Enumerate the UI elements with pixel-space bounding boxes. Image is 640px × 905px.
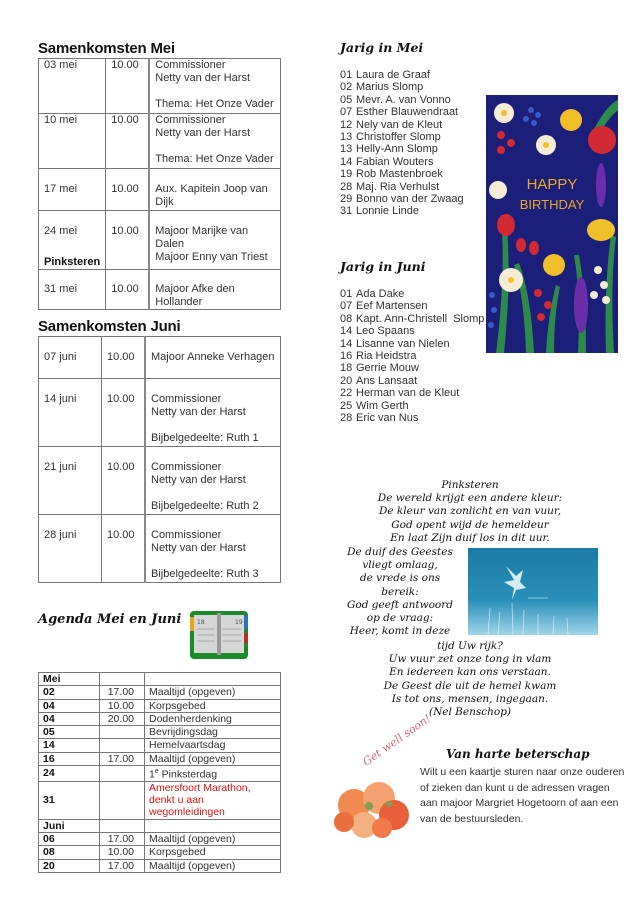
poem-line: En iedereen kan ons verstaan.	[389, 666, 551, 679]
birthday-item	[340, 288, 484, 300]
birthday-name: Eef Martensen	[356, 300, 428, 313]
text-line: Wilt u een kaartje sturen naar onze ouderen	[420, 766, 625, 778]
section-title-samenkomsten-mei: Samenkomsten Mei	[38, 40, 175, 57]
birthday-name: Maj. Ria Verhulst	[356, 180, 440, 193]
agenda-day: 31	[39, 781, 100, 819]
agenda-time: 17.00	[100, 686, 145, 699]
poem-line: Is tot ons, mensen, ingegaan.	[391, 692, 549, 705]
agenda-day: 06	[39, 833, 100, 846]
poem-line: En laat Zijn duif los in dit uur.	[390, 531, 550, 544]
birthday-day: 14	[340, 325, 353, 338]
time-cell: 10.00	[102, 447, 146, 515]
agenda-event	[145, 673, 281, 686]
birthday-day: 01	[340, 288, 353, 300]
birthday-name: Lonnie Linde	[356, 205, 420, 218]
table-row	[39, 114, 281, 169]
poem-line: op de vraag:	[366, 612, 434, 625]
table-row	[39, 781, 281, 819]
poem-line: bereik:	[381, 585, 419, 598]
description-cell	[145, 379, 281, 447]
poem-line: Heer, komt in deze	[349, 625, 451, 638]
beterschap-text	[420, 765, 624, 827]
birthday-day: 20	[340, 374, 353, 387]
line: Netty van der Harst	[151, 474, 246, 486]
line: Netty van der Harst	[151, 406, 246, 418]
table-row	[39, 726, 281, 739]
line: Commissioner	[155, 114, 226, 126]
birthday-name: Gerrie Mouw	[356, 362, 419, 375]
table-row	[39, 686, 281, 699]
birthday-item	[340, 387, 484, 399]
agenda-event: Bevrijdingsdag	[145, 726, 281, 739]
table-row	[39, 766, 281, 782]
birthday-item	[340, 313, 484, 325]
birthday-name: Helly-Ann Slomp	[356, 143, 438, 156]
birthday-item	[340, 338, 484, 350]
line: Commissioner	[151, 393, 222, 405]
get-well-card-image	[334, 711, 434, 838]
agenda-event: Amersfoort Marathon, denkt u aan wegomleidingen	[145, 781, 281, 819]
date-cell: 21 juni	[39, 447, 102, 515]
agenda-event: 1e Pinksterdag	[145, 766, 281, 782]
birthday-item	[340, 168, 464, 180]
poem-line: De duif des Geestes	[347, 546, 453, 558]
section-title-agenda: Agenda Mei en Juni	[38, 612, 182, 627]
agenda-time	[100, 739, 145, 752]
line: Commissioner	[151, 461, 222, 473]
agenda-event: Maaltijd (opgeven)	[145, 752, 281, 765]
birthday-name: Wim Gerth	[356, 399, 409, 412]
agenda-table	[38, 672, 281, 873]
birthday-item	[340, 412, 484, 424]
pinksteren-note: Pinksteren	[44, 256, 101, 268]
agenda-time: 17.00	[100, 833, 145, 846]
description-cell	[145, 447, 281, 515]
birthday-day: 13	[340, 143, 353, 156]
agenda-event: Maaltijd (opgeven)	[145, 686, 281, 699]
birthday-name: Marius Slomp	[356, 81, 424, 94]
agenda-day: 16	[39, 752, 100, 765]
text-line: van de bestuursleden.	[420, 812, 524, 825]
svg-text:18: 18	[197, 619, 205, 626]
table-row	[39, 59, 281, 114]
description-cell	[145, 515, 281, 583]
birthday-name: Herman van de Kleut	[356, 387, 460, 400]
birthday-item	[340, 400, 484, 412]
birthday-name: Rob Mastenbroek	[356, 168, 443, 181]
agenda-time: 10.00	[100, 699, 145, 712]
agenda-day: 14	[39, 739, 100, 752]
flowers-illustration	[486, 95, 618, 353]
date-cell: 03 mei	[39, 59, 106, 114]
date-cell: 14 juni	[39, 379, 102, 447]
birthday-item	[340, 205, 464, 217]
birthday-name: Ans Lansaat	[356, 374, 418, 387]
agenda-month-row	[39, 673, 281, 686]
table-row	[39, 846, 281, 859]
agenda-time	[100, 726, 145, 739]
birthday-item	[340, 362, 484, 374]
poem-line: De Geest die uit de hemel kwam	[383, 679, 557, 692]
birthday-day: 05	[340, 93, 353, 106]
birthday-day: 12	[340, 118, 353, 131]
birthday-day: 31	[340, 205, 353, 218]
agenda-time: 17.00	[100, 752, 145, 765]
birthday-name: Lisanne van Nielen	[356, 337, 450, 350]
poem-line: God geeft antwoord	[347, 598, 453, 611]
line: Bijbelgedeelte: Ruth 3	[151, 568, 259, 580]
line: Netty van der Harst	[155, 127, 251, 139]
birthday-day: 08	[340, 312, 353, 325]
time-cell: 10.00	[102, 379, 146, 447]
birthday-list-juni	[340, 288, 484, 424]
agenda-day: 04	[39, 699, 100, 712]
birthday-item	[340, 156, 464, 168]
section-title-beterschap: Van harte beterschap	[446, 747, 590, 761]
birthday-name: Christoffer Slomp	[356, 131, 441, 144]
date-cell: 07 juni	[39, 337, 102, 379]
poem-line: tijd Uw rijk?	[437, 640, 503, 652]
happy-text: HAPPY	[526, 176, 578, 193]
birthday-name: Eric van Nus	[356, 412, 419, 425]
table-row	[39, 515, 281, 583]
time-cell: 10.00	[106, 59, 150, 114]
birthday-day: 19	[340, 168, 353, 181]
birthday-text: BIRTHDAY	[519, 197, 585, 212]
table-row	[39, 379, 281, 447]
birthday-item	[340, 81, 464, 93]
table-row	[39, 270, 281, 310]
birthday-day: 25	[340, 399, 353, 412]
poem-line: de vrede is ons	[359, 572, 441, 585]
line: Thema: Het Onze Vader	[155, 98, 274, 110]
calendar-planner-icon	[190, 611, 248, 659]
table-row	[39, 447, 281, 515]
agenda-day: Juni	[39, 819, 100, 832]
table-row	[39, 712, 281, 725]
agenda-event: Maaltijd (opgeven)	[145, 859, 281, 872]
table-row	[39, 211, 281, 270]
birthday-item	[340, 131, 464, 143]
table-row	[39, 169, 281, 211]
agenda-time: 17.00	[100, 859, 145, 872]
poem-line: God opent wijd de hemeldeur	[391, 518, 549, 531]
time-cell: 10.00	[106, 169, 150, 211]
line: Majoor Marijke van Dalen	[155, 225, 249, 250]
agenda-day: 02	[39, 686, 100, 699]
text-line: of zieken dan kunt u de adressen vragen	[420, 781, 610, 794]
birthday-day: 14	[340, 337, 353, 350]
poem-left	[342, 546, 458, 638]
birthday-day: 07	[340, 106, 353, 119]
birthday-day: 29	[340, 193, 353, 206]
line: Majoor Enny van Triest	[155, 251, 268, 263]
birthday-item	[340, 143, 464, 155]
section-title-jarig-mei: Jarig in Mei	[340, 40, 424, 55]
time-cell: 10.00	[102, 337, 146, 379]
birthday-day: 02	[340, 81, 353, 94]
description-cell: Majoor Anneke Verhagen	[145, 337, 281, 379]
svg-text:19: 19	[235, 619, 243, 626]
description-cell: Majoor Afke den Hollander	[149, 270, 280, 310]
agenda-event: Maaltijd (opgeven)	[145, 833, 281, 846]
table-row	[39, 699, 281, 712]
agenda-time	[100, 781, 145, 819]
agenda-time: 10.00	[100, 846, 145, 859]
agenda-day: 04	[39, 712, 100, 725]
birthday-name: Ria Heidstra	[356, 350, 417, 363]
birthday-day: 14	[340, 155, 353, 168]
line: Bijbelgedeelte: Ruth 1	[151, 432, 259, 444]
birthday-name: Nely van de Kleut	[356, 118, 443, 131]
poem-title: Pinksteren	[441, 479, 499, 491]
birthday-day: 01	[340, 69, 353, 81]
birthday-item	[340, 106, 464, 118]
birthday-item	[340, 350, 484, 362]
birthday-day: 22	[340, 387, 353, 400]
line: Commissioner	[155, 59, 226, 71]
time-cell: 10.00	[106, 114, 150, 169]
dove-icon	[468, 548, 598, 635]
birthday-item	[340, 375, 484, 387]
agenda-event	[145, 819, 281, 832]
description-cell	[149, 59, 280, 114]
table-row	[39, 337, 281, 379]
description-cell: Aux. Kapitein Joop van Dijk	[149, 169, 280, 211]
line: Commissioner	[151, 529, 222, 541]
samenkomsten-juni-table	[38, 336, 281, 583]
agenda-day: 20	[39, 859, 100, 872]
birthday-name: Ada Dake	[356, 288, 405, 300]
description-cell	[149, 114, 280, 169]
poem-bottom	[340, 640, 600, 719]
date-cell: 31 mei	[39, 270, 106, 310]
line: Netty van der Harst	[155, 72, 251, 84]
birthday-list-mei	[340, 69, 464, 218]
birthday-name: Esther Blauwendraat	[356, 106, 459, 119]
agenda-event: Dodenherdenking	[145, 712, 281, 725]
agenda-day: 24	[39, 766, 100, 782]
table-row	[39, 752, 281, 765]
line: Thema: Het Onze Vader	[155, 153, 274, 165]
birthday-name: Mevr. A. van Vonno	[356, 93, 451, 106]
birthday-item	[340, 300, 484, 312]
agenda-event: Korpsgebed	[145, 846, 281, 859]
agenda-day: 08	[39, 846, 100, 859]
poem-line: De wereld krijgt een andere kleur:	[377, 492, 563, 505]
birthday-name: Leo Spaans	[356, 325, 415, 338]
line: Bijbelgedeelte: Ruth 2	[151, 500, 259, 512]
birthday-day: 28	[340, 412, 353, 425]
birthday-day: 13	[340, 131, 353, 144]
birthday-name: Kapt. Ann-Christell Slomp	[356, 312, 485, 325]
samenkomsten-mei-table	[38, 58, 281, 310]
birthday-name: Bonno van der Zwaag	[356, 193, 464, 206]
birthday-item	[340, 69, 464, 81]
birthday-day: 18	[340, 362, 353, 375]
agenda-time	[100, 819, 145, 832]
birthday-day: 07	[340, 300, 353, 313]
poem-line: vliegt omlaag,	[362, 559, 438, 572]
poem-line: De kleur van zonlicht en van vuur,	[378, 505, 562, 518]
agenda-day: Mei	[39, 673, 100, 686]
time-cell: 10.00	[106, 211, 150, 270]
birthday-item	[340, 193, 464, 205]
section-title-jarig-juni: Jarig in Juni	[340, 259, 426, 274]
birthday-item	[340, 181, 464, 193]
agenda-day: 05	[39, 726, 100, 739]
birthday-item	[340, 325, 484, 337]
birthday-name: Fabian Wouters	[356, 155, 434, 168]
birthday-item	[340, 94, 464, 106]
ordinal-suffix: e	[154, 768, 159, 776]
agenda-time	[100, 673, 145, 686]
line: Netty van der Harst	[151, 542, 246, 554]
agenda-event: Korpsgebed	[145, 699, 281, 712]
section-title-samenkomsten-juni: Samenkomsten Juni	[38, 318, 181, 335]
poem-top	[340, 479, 600, 545]
date-cell: 17 mei	[39, 169, 106, 211]
time-cell: 10.00	[102, 515, 146, 583]
date: 24 mei	[44, 225, 78, 237]
dove-image	[468, 548, 598, 635]
agenda-time	[100, 766, 145, 782]
birthday-item	[340, 119, 464, 131]
agenda-event: Hemelvaartsdag	[145, 739, 281, 752]
table-row	[39, 739, 281, 752]
date-cell: 28 juni	[39, 515, 102, 583]
agenda-month-row	[39, 819, 281, 832]
birthday-day: 28	[340, 180, 353, 193]
description-cell	[149, 211, 280, 270]
poem-line: Uw vuur zet onze tong in vlam	[388, 653, 552, 666]
table-row	[39, 833, 281, 846]
birthday-name: Laura de Graaf	[356, 69, 430, 81]
date-cell	[39, 211, 106, 270]
get-well-text: Get well soon!	[360, 711, 434, 769]
birthday-day: 16	[340, 350, 353, 363]
date-cell: 10 mei	[39, 114, 106, 169]
table-row	[39, 859, 281, 872]
text-line: aan majoor Margriet Hogetoorn of aan een	[420, 797, 619, 809]
agenda-time: 20.00	[100, 712, 145, 725]
time-cell: 10.00	[106, 270, 150, 310]
birthday-card-image	[486, 95, 618, 353]
poem-author: (Nel Benschop)	[428, 706, 512, 719]
